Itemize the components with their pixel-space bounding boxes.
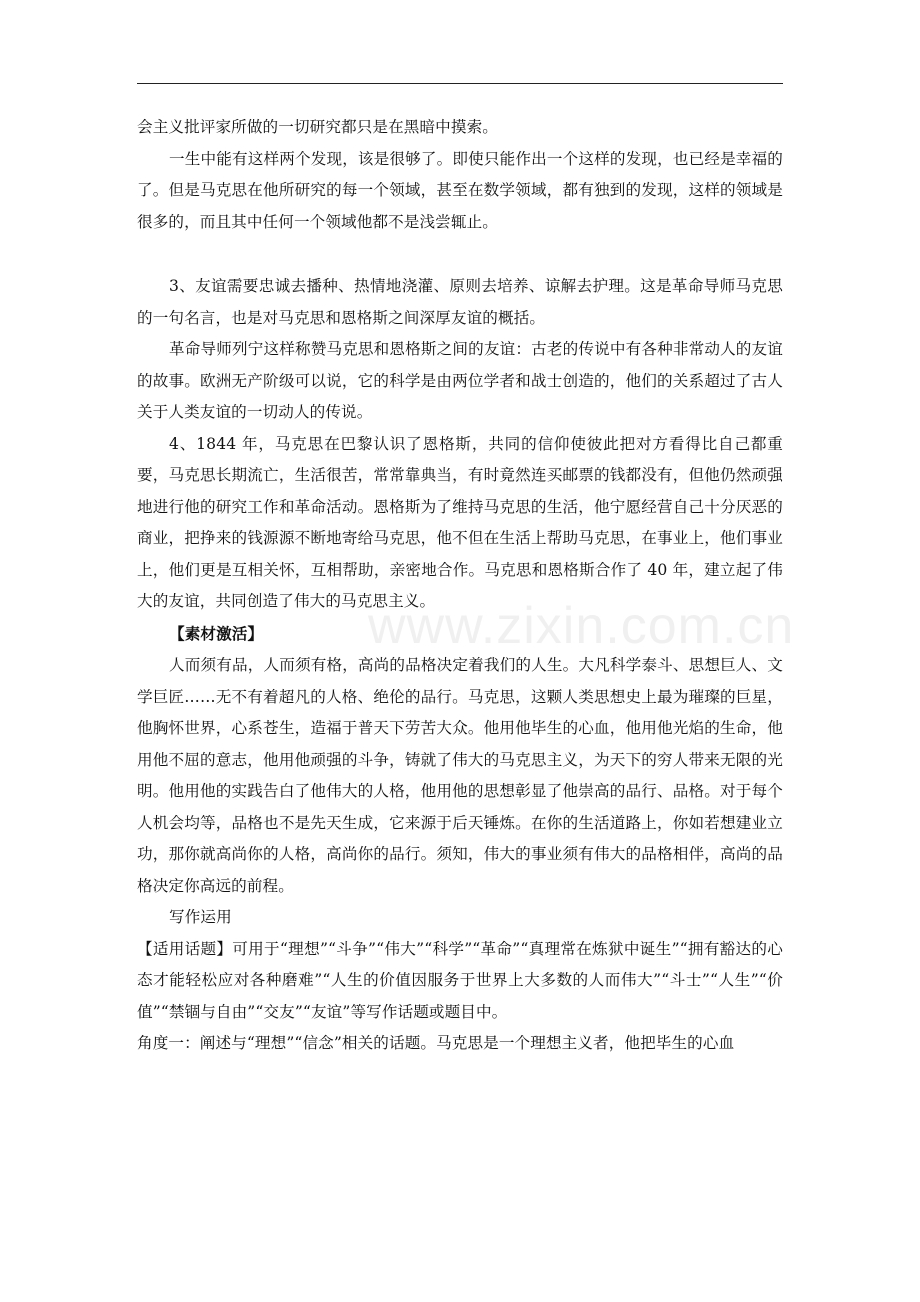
section-heading-material-text: 【素材激活】 (169, 623, 264, 643)
document-body (137, 112, 783, 1060)
paragraph-discoveries: 一生中能有这样两个发现，该是很够了。即使只能作出一个这样的发现，也已经是幸福的了。但是马克思在他所研究的每一个领域，甚至在数学领域，都有独到的发现，这样的领域是很多的，而且其中任何一个领域他都不是浅尝辄止。 (137, 149, 783, 231)
section-heading-writing: 写作运用 (169, 908, 232, 926)
paragraph-item-4: 4、1844 年，马克思在巴黎认识了恩格斯，共同的信仰使彼此把对方看得比自己都重要，马克思长期流亡，生活很苦，常常靠典当，有时竟然连买邮票的钱都没有，但他仍然顽强地进行他的研究工作和革命活动。恩格斯为了维持马克思的生活，他宁愿经营自己十分厌恶的商业，把挣来的钱源源不断地寄给马克思，他不但在生活上帮助马克思，在事业上，他们事业上，他们更是互相关怀，互相帮助，亲密地合作。马克思和恩格斯合作了 40 年，建立起了伟大的友谊，共同创造了伟大的马克思主义。 (137, 434, 783, 610)
paragraph-continuation: 会主义批评家所做的一切研究都只是在黑暗中摸索。 (137, 118, 498, 136)
header-rule (137, 83, 783, 84)
paragraph-item-3: 3、友谊需要忠诚去播种、热情地浇灌、原则去培养、谅解去护理。这是革命导师马克思的一句名言，也是对马克思和恩格斯之间深厚友谊的概括。 (137, 277, 783, 327)
section-heading-material (137, 618, 783, 651)
paragraph-lenin: 革命导师列宁这样称赞马克思和恩格斯之间的友谊：古老的传说中有各种非常动人的友谊的故事。欧洲无产阶级可以说，它的科学是由两位学者和战士创造的，他们的关系超过了古人关于人类友谊的一切动人的传说。 (137, 340, 783, 421)
paragraph-character: 人而须有品，人而须有格，高尚的品格决定着我们的人生。大凡科学泰斗、思想巨人、文学巨匠……无不有着超凡的人格、绝伦的品行。马克思，这颗人类思想史上最为璀璨的巨星，他胸怀世界，心系苍生，造福于普天下劳苦大众。他用他毕生的心血，他用他光焰的生命，他用他不屈的意志，他用他顽强的斗争，铸就了伟大的马克思主义，为天下的穷人带来无限的光明。他用他的实践告白了他伟大的人格，他用他的思想彰显了他崇高的品行、品格。对于每个人机会均等，品格也不是先天生成，它来源于后天锤炼。在你的生活道路上，你如若想建业立功，那你就高尚你的人格，高尚你的品行。须知，伟大的事业须有伟大的品格相伴，高尚的品格决定你高远的前程。 (137, 656, 783, 895)
watermark: www.zixin.com.cn (368, 597, 795, 655)
paragraph-angle-one: 角度一：阐述与“理想”“信念”相关的话题。马克思是一个理想主义者，他把毕生的心血 (137, 1034, 735, 1052)
paragraph-topics: 【适用话题】可用于“理想”“斗争”“伟大”“科学”“革命”“真理常在炼狱中诞生”“拥有豁达的心态才能轻松应对各种磨难”“人生的价值因服务于世界上大多数的人而伟大”“斗士”“人生”“价值”“禁锢与自由”“交友”“友谊”等写作话题或题目中。 (137, 939, 783, 1021)
